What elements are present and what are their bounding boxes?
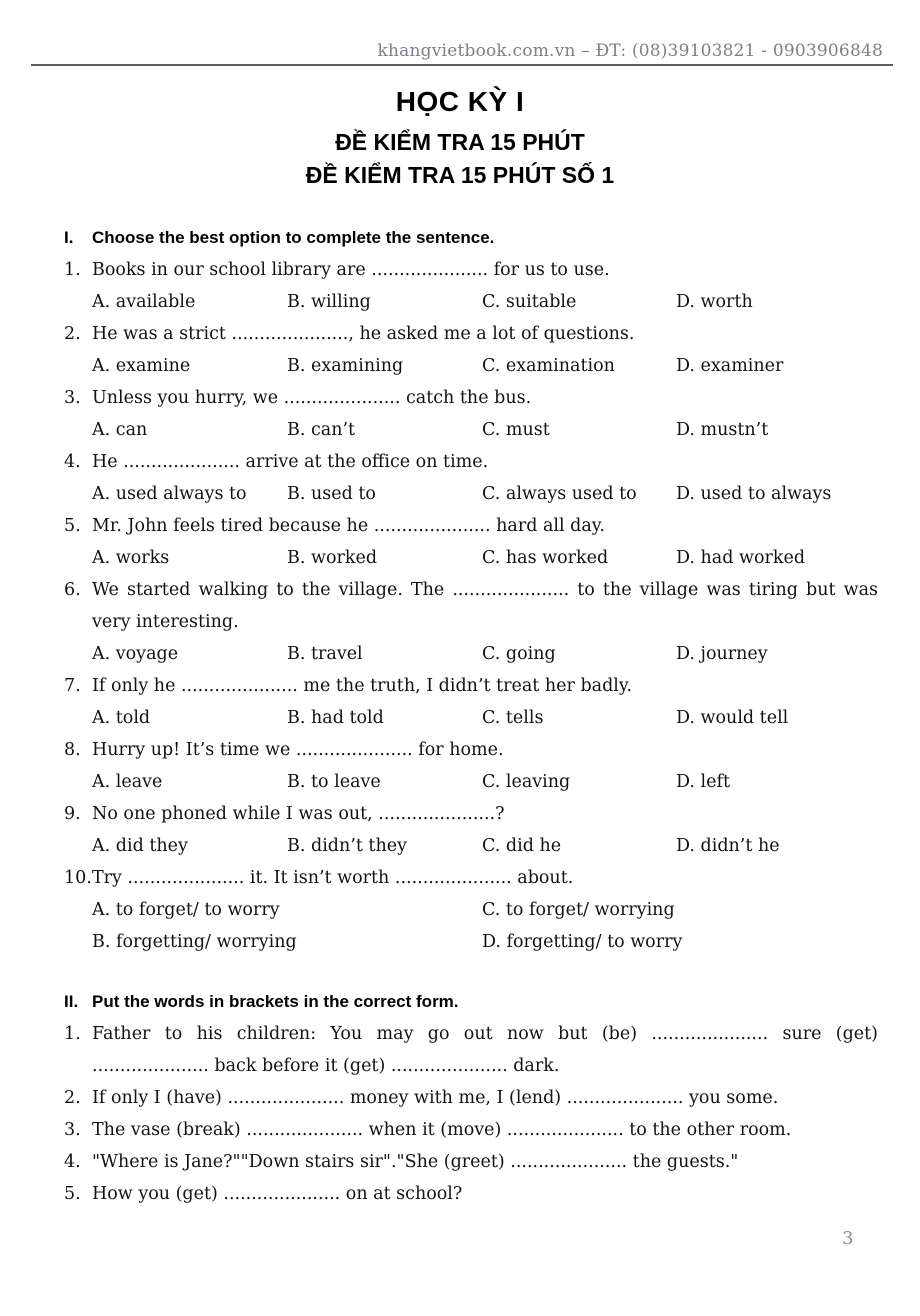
item-number: 3. bbox=[64, 1120, 81, 1140]
item-text: "Where is Jane?""Down stairs sir"."She (greet) ..................... the guests." bbox=[92, 1152, 739, 1172]
option-a: A. works bbox=[92, 548, 170, 568]
option-d: D. journey bbox=[676, 644, 768, 664]
option-b: B. worked bbox=[287, 548, 378, 568]
section-number: I. bbox=[64, 228, 74, 247]
exercise-item-1 bbox=[64, 1018, 878, 1082]
option-c: C. must bbox=[482, 420, 550, 440]
question-2 bbox=[64, 318, 878, 350]
option-b: B. examining bbox=[287, 356, 404, 376]
question-9-options bbox=[64, 830, 878, 862]
item-text: Father to his children: You may go out now but (be) ..................... sure (get) ..................... back before it (get) ..................... dark. bbox=[92, 1024, 878, 1076]
item-number: 5. bbox=[64, 1184, 81, 1204]
question-4 bbox=[64, 446, 878, 478]
test-number-title: ĐỀ KIỂM TRA 15 PHÚT SỐ 1 bbox=[305, 162, 615, 188]
question-text: Books in our school library are ..................... for us to use. bbox=[92, 260, 610, 280]
option-b: B. to leave bbox=[287, 772, 381, 792]
question-text: If only he ..................... me the truth, I didn’t treat her badly. bbox=[92, 676, 633, 696]
option-d: D. forgetting/ to worry bbox=[482, 932, 683, 952]
section-title: Choose the best option to complete the sentence. bbox=[92, 228, 495, 247]
question-text: We started walking to the village. The ..................... to the village was tiring but was very interesting. bbox=[92, 580, 878, 632]
question-5 bbox=[64, 510, 878, 542]
option-d: D. had worked bbox=[676, 548, 806, 568]
item-number: 4. bbox=[64, 1152, 81, 1172]
question-number: 4. bbox=[64, 452, 81, 472]
option-a: A. used always to bbox=[92, 484, 247, 504]
option-a: A. told bbox=[92, 708, 151, 728]
option-c: C. has worked bbox=[482, 548, 609, 568]
question-number: 3. bbox=[64, 388, 81, 408]
question-text: He was a strict ....................., he asked me a lot of questions. bbox=[92, 324, 635, 344]
option-c: C. suitable bbox=[482, 292, 577, 312]
option-a: A. examine bbox=[92, 356, 191, 376]
option-a: A. available bbox=[92, 292, 196, 312]
question-number: 6. bbox=[64, 580, 81, 600]
question-text: Mr. John feels tired because he ..................... hard all day. bbox=[92, 516, 605, 536]
exercise-item-4 bbox=[64, 1146, 878, 1178]
question-8-options bbox=[64, 766, 878, 798]
option-b: B. used to bbox=[287, 484, 376, 504]
question-7-options bbox=[64, 702, 878, 734]
semester-title: HỌC KỲ I bbox=[395, 86, 525, 117]
question-number: 2. bbox=[64, 324, 81, 344]
question-number: 9. bbox=[64, 804, 81, 824]
item-number: 1. bbox=[64, 1024, 81, 1044]
question-text: Unless you hurry, we ..................... catch the bus. bbox=[92, 388, 532, 408]
question-6 bbox=[64, 574, 878, 638]
option-c: C. to forget/ worrying bbox=[482, 900, 675, 920]
option-b: B. had told bbox=[287, 708, 384, 728]
option-d: D. mustn’t bbox=[676, 420, 769, 440]
option-c: C. tells bbox=[482, 708, 544, 728]
option-c: C. leaving bbox=[482, 772, 571, 792]
section-number: II. bbox=[64, 992, 79, 1011]
question-2-options bbox=[64, 350, 878, 382]
title-block bbox=[0, 84, 920, 192]
option-d: D. didn’t he bbox=[676, 836, 780, 856]
item-number: 2. bbox=[64, 1088, 81, 1108]
test-content bbox=[64, 222, 878, 1210]
option-b: B. can’t bbox=[287, 420, 356, 440]
item-text: The vase (break) ..................... when it (move) ..................... to the other room. bbox=[92, 1120, 792, 1140]
option-a: A. can bbox=[92, 420, 148, 440]
question-text: No one phoned while I was out, .....................? bbox=[92, 804, 505, 824]
section2 bbox=[64, 986, 878, 1210]
option-b: B. didn’t they bbox=[287, 836, 407, 856]
item-text: If only I (have) ..................... money with me, I (lend) ..................... you some. bbox=[92, 1088, 779, 1108]
question-7 bbox=[64, 670, 878, 702]
question-text: Hurry up! It’s time we ..................... for home. bbox=[92, 740, 504, 760]
option-d: D. used to always bbox=[676, 484, 832, 504]
question-4-options bbox=[64, 478, 878, 510]
question-9 bbox=[64, 798, 878, 830]
question-number: 8. bbox=[64, 740, 81, 760]
exercise-item-2 bbox=[64, 1082, 878, 1114]
question-number: 7. bbox=[64, 676, 81, 696]
option-c: C. did he bbox=[482, 836, 562, 856]
option-d: D. left bbox=[676, 772, 730, 792]
option-d: D. would tell bbox=[676, 708, 789, 728]
option-a: A. leave bbox=[92, 772, 163, 792]
question-10 bbox=[64, 862, 878, 894]
question-text: Try ..................... it. It isn’t worth ..................... about. bbox=[92, 868, 574, 888]
question-3-options bbox=[64, 414, 878, 446]
option-a: A. did they bbox=[92, 836, 188, 856]
question-text: He ..................... arrive at the office on time. bbox=[92, 452, 489, 472]
option-b: B. forgetting/ worrying bbox=[92, 932, 297, 952]
page-number: 3 bbox=[842, 1228, 854, 1249]
question-1-options bbox=[64, 286, 878, 318]
item-text: How you (get) ..................... on at school? bbox=[92, 1184, 463, 1204]
publisher-header: khangvietbook.com.vn – ĐT: (08)39103821 - 0903906848 bbox=[377, 41, 883, 61]
option-c: C. going bbox=[482, 644, 556, 664]
option-a: A. to forget/ to worry bbox=[92, 900, 280, 920]
question-5-options bbox=[64, 542, 878, 574]
question-number: 5. bbox=[64, 516, 81, 536]
exercise-item-5 bbox=[64, 1178, 878, 1210]
test-title: ĐỀ KIỂM TRA 15 PHÚT bbox=[335, 129, 585, 155]
option-b: B. willing bbox=[287, 292, 371, 312]
option-d: D. worth bbox=[676, 292, 753, 312]
question-3 bbox=[64, 382, 878, 414]
question-6-options bbox=[64, 638, 878, 670]
question-number: 1. bbox=[64, 260, 81, 280]
section2-heading bbox=[64, 986, 878, 1018]
option-c: C. always used to bbox=[482, 484, 637, 504]
question-10-options-row-2 bbox=[64, 926, 878, 958]
question-8 bbox=[64, 734, 878, 766]
section-title: Put the words in brackets in the correct form. bbox=[92, 992, 459, 1011]
option-d: D. examiner bbox=[676, 356, 784, 376]
header-divider bbox=[31, 64, 893, 66]
question-1 bbox=[64, 254, 878, 286]
question-10-options-row-1 bbox=[64, 894, 878, 926]
option-c: C. examination bbox=[482, 356, 615, 376]
exercise-item-3 bbox=[64, 1114, 878, 1146]
option-a: A. voyage bbox=[92, 644, 179, 664]
option-b: B. travel bbox=[287, 644, 363, 664]
section1-heading bbox=[64, 222, 878, 254]
question-number: 10. bbox=[64, 868, 92, 888]
